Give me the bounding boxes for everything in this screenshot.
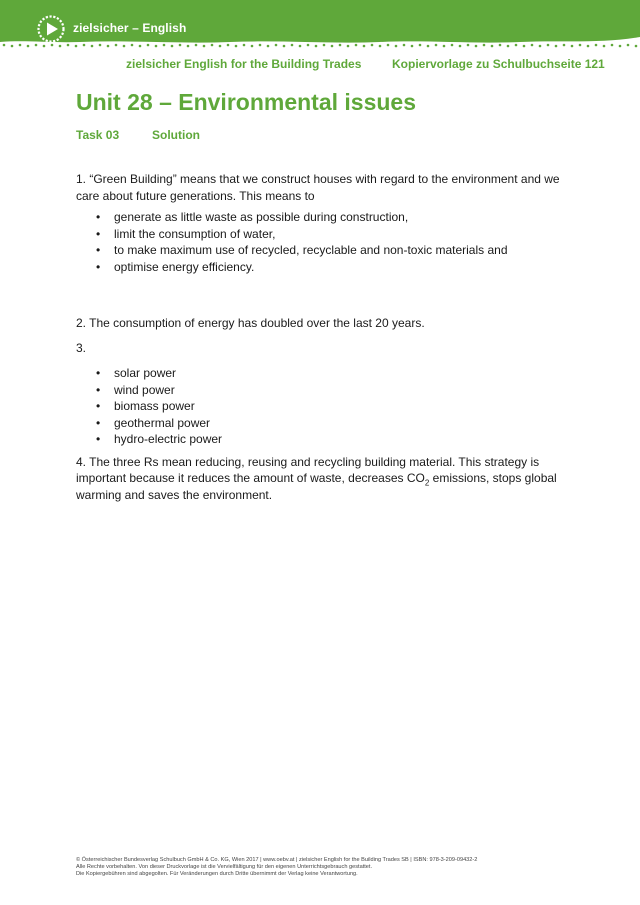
answer-2-text: 2. The consumption of energy has doubled over the last 20 years. [76, 316, 425, 330]
list-item: • hydro-electric power [96, 432, 223, 446]
task-subtitle: Solution [152, 128, 200, 142]
answer-1-list [76, 209, 566, 275]
task-label: Task 03 [76, 128, 120, 142]
list-item: • generate as little waste as possible during construction, [96, 210, 409, 224]
bullet-icon: • [96, 226, 101, 241]
answer-1-text: 1. “Green Building” means that we construct houses with regard to the environment and we care about future generations. This means to [76, 172, 560, 203]
brand-name: zielsicher – English [73, 21, 187, 35]
bullet-icon: • [96, 366, 101, 380]
brand-banner [0, 0, 640, 48]
bullet-icon: • [96, 259, 101, 274]
bullet-icon: • [96, 382, 101, 397]
list-item: • wind power [96, 382, 175, 397]
bullet-icon: • [96, 432, 101, 446]
list-item: • to make maximum use of recycled, recyclable and non-toxic materials and [96, 243, 508, 257]
answer-3-text: 3. [76, 340, 87, 355]
page-reference: Kopiervorlage zu Schulbuchseite 121 [392, 57, 605, 71]
list-item: • solar power [96, 366, 177, 380]
list-item: • limit the consumption of water, [96, 226, 276, 241]
footer-line-2: Alle Rechte vorbehalten. Von dieser Druckvorlage ist die Vervielfältigung für den eigenen Unterrichtsgebrauch gestattet. [76, 864, 373, 870]
bullet-icon: • [96, 415, 101, 430]
page-title: Unit 28 – Environmental issues [76, 89, 417, 115]
book-title: zielsicher English for the Building Trades [126, 57, 362, 71]
list-item: • geothermal power [96, 415, 211, 430]
footer-line-1: © Österreichischer Bundesverlag Schulbuch GmbH & Co. KG, Wien 2017 | www.oebv.at | zielsicher English for the Building Trades SB | ISBN: 978-3-209-09432-2 [76, 857, 478, 863]
solution-content [76, 171, 566, 503]
bullet-icon: • [96, 399, 101, 413]
list-item: • biomass power [96, 399, 195, 413]
play-circle-icon [36, 14, 66, 44]
bullet-icon: • [96, 243, 101, 257]
copyright-footer [76, 857, 596, 878]
answer-3-list [76, 365, 566, 448]
footer-line-3: Die Kopiergebühren sind abgegolten. Für Veränderungen durch Dritte übernimmt der Verlag keine Verantwortung. [76, 871, 358, 877]
answer-4-text: 4. The three Rs mean reducing, reusing and recycling building material. This strategy is important because it reduces the amount of waste, decreases $CO_2$ emissions, stops global warming and saves the environment. [76, 454, 557, 502]
bullet-icon: • [96, 210, 101, 224]
list-item: • optimise energy efficiency. [96, 259, 255, 274]
